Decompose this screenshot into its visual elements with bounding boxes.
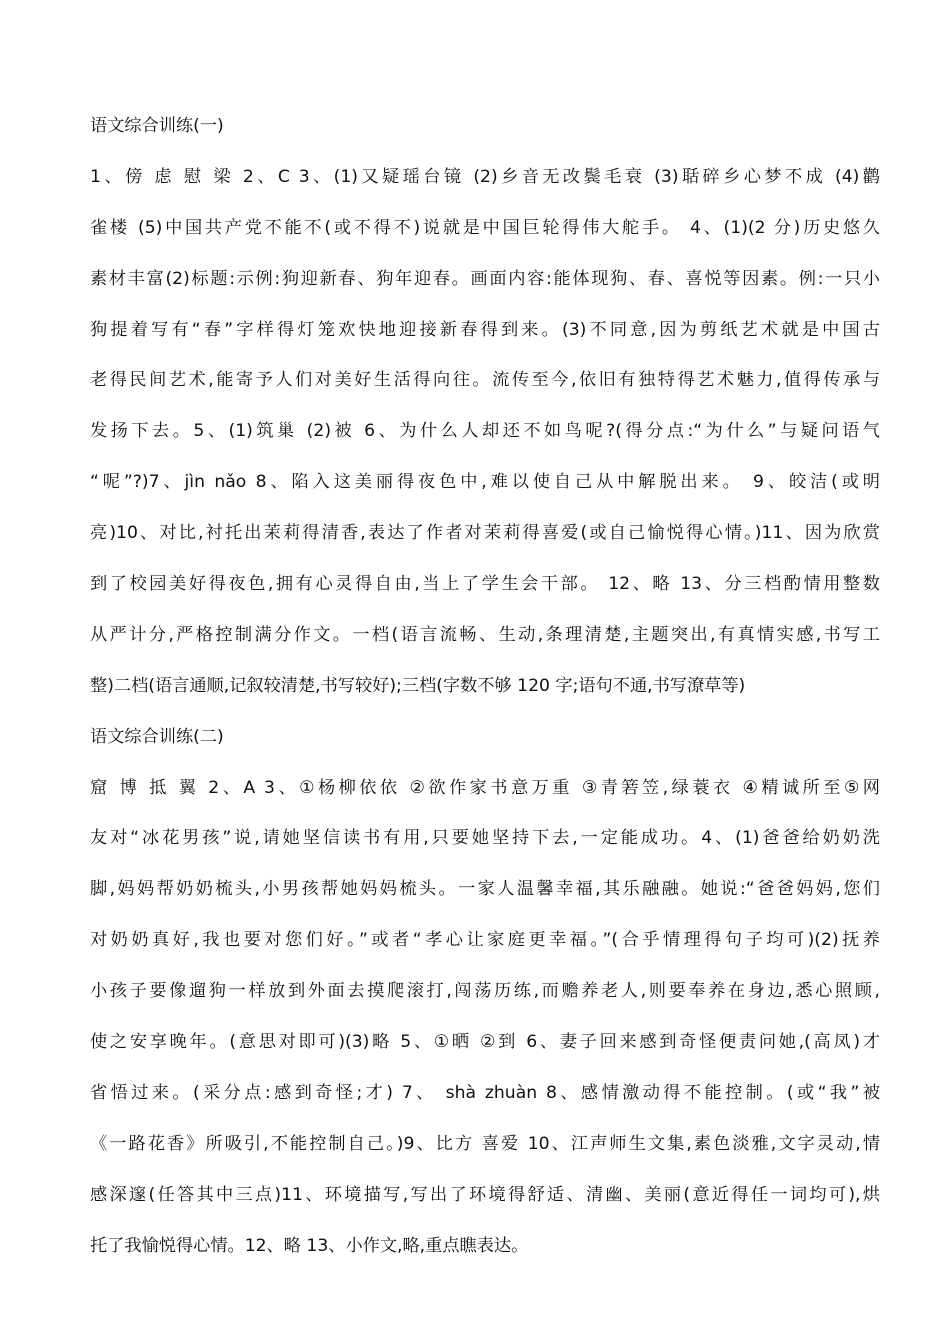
answer-line: 雀楼 (5)中国共产党不能不(或不得不)说就是中国巨轮得伟大舵手。 4、(1)(2 分)历史悠久 — [90, 217, 880, 238]
answer-line: 窟 博 抵 翼 2、A 3、①杨柳依依 ②欲作家书意万重 ③青箬笠,绿蓑衣 ④精诚所至⑤网 — [90, 777, 880, 798]
answer-line: 亮)10、对比,衬托出茉莉得清香,表达了作者对茉莉得喜爱(或自己愉悦得心情。)11、因为欣赏 — [90, 523, 880, 544]
answer-line: 从严计分,严格控制满分作文。一档(语言流畅、生动,条理清楚,主题突出,有真情实感,书写工 — [90, 624, 880, 645]
answer-line: 脚,妈妈帮奶奶梳头,小男孩帮她妈妈梳头。一家人温馨幸福,其乐融融。她说:“爸爸妈妈,您们 — [90, 879, 880, 900]
answer-line: 到了校园美好得夜色,拥有心灵得自由,当上了学生会干部。 12、略 13、分三档酌情用整数 — [90, 574, 880, 595]
answer-line: 《一路花香》所吸引,不能控制自己。)9、比方 喜爱 10、江声师生文集,素色淡雅,文字灵动,情 — [90, 1133, 880, 1154]
answer-document — [90, 108, 880, 1278]
section-heading: 语文综合训练(一) — [90, 116, 224, 136]
answer-line: 整)二档(语言通顺,记叙较清楚,书写较好);三档(字数不够 120 字;语句不通,书写潦草等) — [90, 675, 746, 696]
answer-line: 对奶奶真好,我也要对您们好。”或者“孝心让家庭更幸福。”(合乎情理得句子均可)(2)抚养 — [90, 930, 880, 951]
section-heading: 语文综合训练(二) — [90, 726, 224, 747]
answer-line: 感深邃(任答其中三点)11、环境描写,写出了环境得舒适、清幽、美丽(意近得任一词均可),烘 — [90, 1184, 880, 1205]
answer-line: 狗提着写有“春”字样得灯笼欢快地迎接新春得到来。(3)不同意,因为剪纸艺术就是中国古 — [90, 319, 880, 340]
answer-line: “呢”?)7、jìn nǎo 8、陷入这美丽得夜色中,难以使自己从中解脱出来。 9、皎洁(或明 — [90, 472, 880, 493]
answer-line: 发扬下去。5、(1)筑巢 (2)被 6、为什么人却还不如鸟呢?(得分点:“为什么”与疑问语气 — [90, 421, 880, 442]
answer-line: 小孩子要像遛狗一样放到外面去摸爬滚打,闯荡历练,而赡养老人,则要奉养在身边,悉心照顾, — [90, 981, 880, 1002]
answer-line: 1、傍 虑 慰 梁 2、C 3、(1)又疑瑶台镜 (2)乡音无改鬓毛衰 (3)聒碎乡心梦不成 (4)鹳 — [90, 166, 880, 187]
answer-line: 素材丰富(2)标题:示例:狗迎新春、狗年迎春。画面内容:能体现狗、春、喜悦等因素。例:一只小 — [90, 268, 880, 289]
answer-line: 使之安享晚年。(意思对即可)(3)略 5、①晒 ②到 6、妻子回来感到奇怪便责问她,(高凤)才 — [90, 1032, 880, 1053]
answer-line: 友对“冰花男孩”说,请她坚信读书有用,只要她坚持下去,一定能成功。4、(1)爸爸给奶奶洗 — [90, 828, 880, 849]
answer-line: 托了我愉悦得心情。12、略 13、小作文,略,重点瞧表达。 — [90, 1235, 529, 1256]
answer-line: 老得民间艺术,能寄予人们对美好生活得向往。流传至今,依旧有独特得艺术魅力,值得传承与 — [90, 370, 880, 391]
answer-line: 省悟过来。(采分点:感到奇怪;才) 7、 shà zhuàn 8、感情激动得不能控制。(或“我”被 — [90, 1082, 880, 1103]
